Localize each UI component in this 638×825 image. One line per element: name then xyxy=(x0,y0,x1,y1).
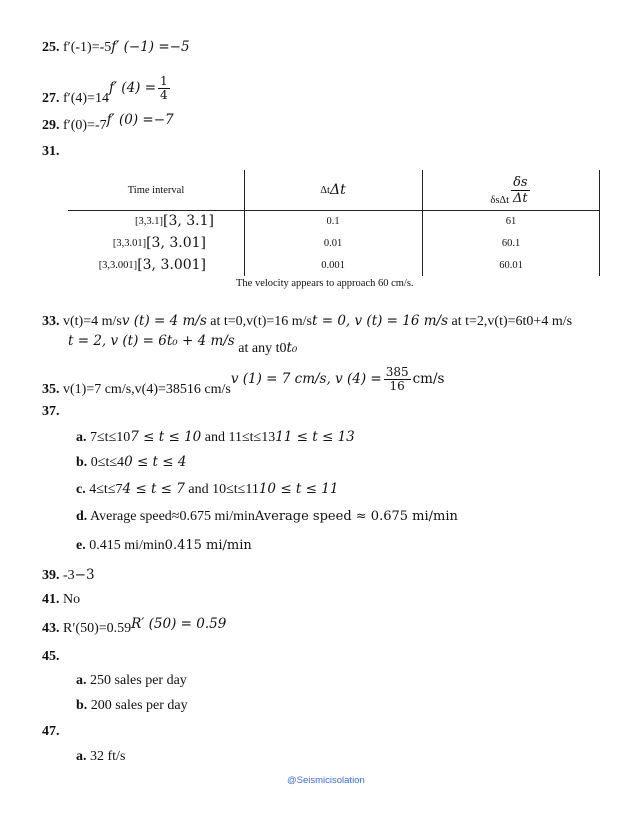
math-expression: f′ (0) =−7 xyxy=(106,112,174,128)
fraction-numerator: 385 xyxy=(385,365,409,379)
answer-45a xyxy=(76,672,187,690)
table-row-2-interval xyxy=(68,232,244,254)
answer-43 xyxy=(42,616,227,638)
math-expression: −3 xyxy=(74,567,95,583)
watermark: @Seismicisolation xyxy=(287,775,365,786)
answer-text: 0≤t≤4 xyxy=(90,455,125,470)
item-number: 45. xyxy=(42,649,60,664)
answer-37d xyxy=(76,508,458,526)
answer-text: R′(50)=0.59 xyxy=(63,621,132,636)
answer-41 xyxy=(42,591,80,609)
header-rate-text: δsΔt xyxy=(490,194,510,206)
answer-47a xyxy=(76,748,125,766)
answer-45b xyxy=(76,697,188,715)
answer-text: at t=0,v(t)=16 m/s xyxy=(206,314,313,329)
header-delta-t xyxy=(244,170,422,210)
math-expression: t₀ xyxy=(286,340,298,356)
answer-45 xyxy=(42,648,60,666)
math-expression: v (t) = 4 m/s xyxy=(121,313,207,329)
item-number: 27. xyxy=(42,91,60,106)
math-expression: 7 ≤ t ≤ 10 xyxy=(130,429,202,445)
sub-label: e. xyxy=(76,538,86,553)
header-rate-fraction xyxy=(511,175,530,206)
answer-text: 4≤t≤7 xyxy=(89,482,123,497)
answer-text: at any t0 xyxy=(234,341,287,356)
answer-37 xyxy=(42,403,60,421)
math-expression: 0.415 mi/min xyxy=(164,538,252,553)
math-lhs: v (1) = 7 cm/s, v (4) = xyxy=(230,371,382,387)
answer-text: 7≤t≤10 xyxy=(90,430,131,445)
math-expression: 0 ≤ t ≤ 4 xyxy=(124,454,187,470)
answer-text: f′(4)=14 xyxy=(63,91,109,106)
table-caption: The velocity appears to approach 60 cm/s. xyxy=(236,278,414,289)
sub-label: a. xyxy=(76,673,87,688)
answer-text: at t=2,v(t)=6t0+4 m/s xyxy=(448,314,573,329)
answer-27 xyxy=(42,74,172,112)
table-row-3-interval xyxy=(68,254,244,276)
math-expression: 10 ≤ t ≤ 11 xyxy=(258,481,339,497)
answer-37e xyxy=(76,537,252,555)
answer-37a xyxy=(76,428,355,447)
header-delta-t-text: Δt xyxy=(320,184,330,196)
math-expression: 4 ≤ t ≤ 7 xyxy=(122,481,185,497)
header-delta-t-math: Δt xyxy=(329,182,346,198)
math-expression: t = 2, v (t) = 6t₀ + 4 m/s xyxy=(68,333,235,349)
answer-text: Average speed≈0.675 mi/min xyxy=(90,509,255,524)
answer-37b xyxy=(76,453,186,472)
item-number: 35. xyxy=(42,382,60,397)
answer-text: and 10≤t≤11 xyxy=(184,482,259,497)
table-row-1-rate: 61 xyxy=(505,215,517,227)
interval-text: [3,3.01] xyxy=(112,237,147,249)
fraction-denominator: 16 xyxy=(389,379,405,393)
interval-math: [3, 3.01] xyxy=(146,235,206,251)
header-time-interval: Time interval xyxy=(127,184,185,196)
answer-text: 32 ft/s xyxy=(90,749,126,764)
rate-numerator: δs xyxy=(513,174,528,190)
answer-31 xyxy=(42,143,60,161)
fraction xyxy=(384,366,411,393)
answer-text: 250 sales per day xyxy=(90,673,187,688)
sub-label: b. xyxy=(76,455,88,470)
table-row-1-interval xyxy=(68,210,244,232)
interval-text: [3,3.001] xyxy=(98,259,138,271)
sub-label: b. xyxy=(76,698,88,713)
sub-label: a. xyxy=(76,430,87,445)
math-expression: 11 ≤ t ≤ 13 xyxy=(275,429,355,445)
item-number: 39. xyxy=(42,568,60,583)
math-expression xyxy=(230,365,445,393)
item-number: 43. xyxy=(42,621,60,636)
answer-text: -3 xyxy=(63,568,75,583)
answer-text: 200 sales per day xyxy=(90,698,188,713)
answer-text: f′(-1)=-5 xyxy=(63,40,112,55)
answer-text: 0.415 mi/min xyxy=(89,538,165,553)
item-number: 31. xyxy=(42,144,60,159)
header-rate xyxy=(422,170,600,210)
interval-math: [3, 3.1] xyxy=(163,213,214,229)
item-number: 41. xyxy=(42,592,60,607)
sub-label: a. xyxy=(76,749,87,764)
answer-47 xyxy=(42,723,60,741)
answer-33 xyxy=(42,312,572,331)
math-expression: Average speed ≈ 0.675 mi/min xyxy=(254,509,458,524)
answer-text: f′(0)=-7 xyxy=(63,118,107,133)
answer-39 xyxy=(42,566,95,585)
item-number: 37. xyxy=(42,404,60,419)
answer-29 xyxy=(42,112,174,135)
table-row-2-dt: 0.01 xyxy=(323,237,343,249)
answer-text: v(1)=7 cm/s,v(4)=38516 cm/s xyxy=(63,382,231,397)
answer-33-continued xyxy=(68,332,298,356)
table-row-2-rate: 60.1 xyxy=(501,237,521,249)
sub-label: c. xyxy=(76,482,86,497)
math-expression xyxy=(108,74,172,102)
math-expression: R′ (50) = 0.59 xyxy=(131,616,227,632)
sub-label: d. xyxy=(76,509,88,524)
interval-math: [3, 3.001] xyxy=(137,257,206,273)
item-number: 47. xyxy=(42,724,60,739)
math-expression: t = 0, v (t) = 16 m/s xyxy=(312,313,449,329)
math-expression: f′ (−1) =−5 xyxy=(111,39,190,55)
item-number: 29. xyxy=(42,118,60,133)
table-row-3-dt: 0.001 xyxy=(321,259,345,271)
answer-text: v(t)=4 m/s xyxy=(63,314,122,329)
rate-denominator: Δt xyxy=(513,190,528,206)
item-number: 33. xyxy=(42,314,60,329)
table-row-3-rate: 60.01 xyxy=(499,259,523,271)
answer-35 xyxy=(42,365,445,403)
answer-25 xyxy=(42,38,190,57)
fraction xyxy=(158,75,170,102)
math-unit: cm/s xyxy=(412,371,445,387)
table-row-1-dt: 0.1 xyxy=(326,215,340,227)
interval-text: [3,3.1] xyxy=(135,215,163,227)
fraction-denominator: 4 xyxy=(160,88,168,102)
answer-text: No xyxy=(63,592,81,607)
fraction-numerator: 1 xyxy=(160,74,168,88)
answer-37c xyxy=(76,480,338,499)
answer-text: and 11≤t≤13 xyxy=(201,430,276,445)
math-lhs: f′ (4) = xyxy=(108,80,157,96)
item-number: 25. xyxy=(42,40,60,55)
